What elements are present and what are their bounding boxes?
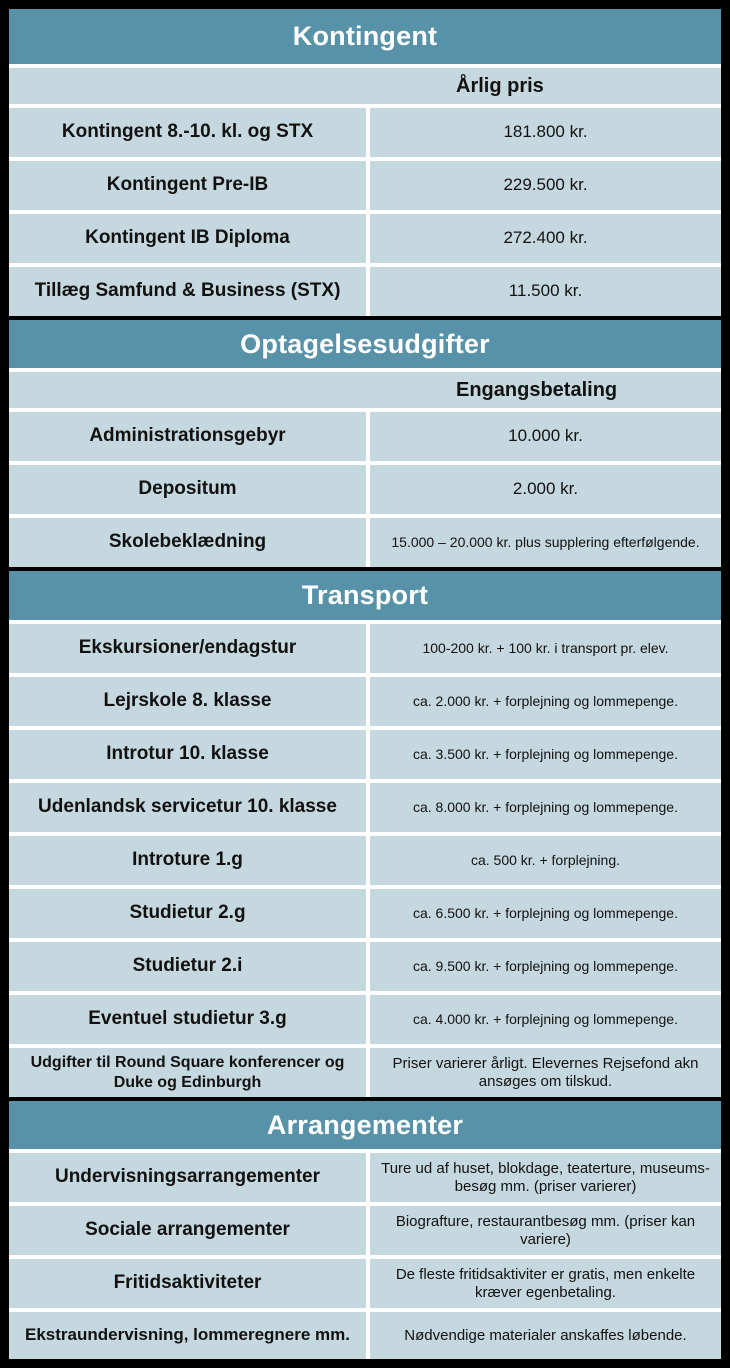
row-value: 100-200 kr. + 100 kr. i transport pr. elev. — [370, 624, 721, 673]
row-label: Fritidsaktiviteter — [9, 1259, 366, 1308]
row-label: Ekskursioner/endagstur — [9, 624, 366, 673]
section-header-kontingent: Kontingent — [9, 9, 721, 64]
row-value: Ture ud af huset, blokdage, teaterture, museums-besøg mm. (priser varierer) — [370, 1153, 721, 1202]
row-label: Depositum — [9, 465, 366, 514]
row-label: Udenlandsk servicetur 10. klasse — [9, 783, 366, 832]
row-label: Tillæg Samfund & Business (STX) — [9, 267, 366, 316]
row-value: ca. 500 kr. + forplejning. — [370, 836, 721, 885]
row-label: Undervisningsarrangementer — [9, 1153, 366, 1202]
row-value: ca. 2.000 kr. + forplejning og lommepenge. — [370, 677, 721, 726]
row-value: 272.400 kr. — [370, 214, 721, 263]
row-value: De fleste fritidsaktiviter er gratis, men enkelte kræver egenbetaling. — [370, 1259, 721, 1308]
column-header-annual-price: Årlig pris — [9, 68, 721, 104]
row-value: 10.000 kr. — [370, 412, 721, 461]
row-label: Kontingent IB Diploma — [9, 214, 366, 263]
row-label: Sociale arrangementer — [9, 1206, 366, 1255]
row-value: ca. 9.500 kr. + forplejning og lommepenge. — [370, 942, 721, 991]
row-value: 11.500 kr. — [370, 267, 721, 316]
row-label: Eventuel studietur 3.g — [9, 995, 366, 1044]
row-label: Studietur 2.i — [9, 942, 366, 991]
row-label: Kontingent 8.-10. kl. og STX — [9, 108, 366, 157]
row-label: Introture 1.g — [9, 836, 366, 885]
row-value: ca. 8.000 kr. + forplejning og lommepenge. — [370, 783, 721, 832]
row-value: 2.000 kr. — [370, 465, 721, 514]
row-label: Studietur 2.g — [9, 889, 366, 938]
section-header-arrangementer: Arrangementer — [9, 1101, 721, 1149]
section-header-transport: Transport — [9, 571, 721, 620]
row-value: Priser varierer årligt. Elevernes Rejsefond akn ansøges om tilskud. — [370, 1048, 721, 1097]
section-header-optagelse: Optagelsesudgifter — [9, 320, 721, 368]
row-value: ca. 3.500 kr. + forplejning og lommepenge. — [370, 730, 721, 779]
row-label: Administrationsgebyr — [9, 412, 366, 461]
row-value: 229.500 kr. — [370, 161, 721, 210]
row-value: Biografture, restaurantbesøg mm. (priser kan variere) — [370, 1206, 721, 1255]
row-label: Introtur 10. klasse — [9, 730, 366, 779]
column-header-one-time-payment: Engangsbetaling — [9, 372, 721, 408]
row-label: Skolebeklædning — [9, 518, 366, 567]
row-label: Kontingent Pre-IB — [9, 161, 366, 210]
row-value: 15.000 – 20.000 kr. plus supplering efterfølgende. — [370, 518, 721, 567]
row-label: Lejrskole 8. klasse — [9, 677, 366, 726]
row-label: Udgifter til Round Square konferencer og Duke og Edinburgh — [9, 1048, 366, 1097]
row-value: Nødvendige materialer anskaffes løbende. — [370, 1312, 721, 1359]
row-value: ca. 4.000 kr. + forplejning og lommepenge. — [370, 995, 721, 1044]
row-value: ca. 6.500 kr. + forplejning og lommepenge. — [370, 889, 721, 938]
row-value: 181.800 kr. — [370, 108, 721, 157]
row-label: Ekstraundervisning, lommeregnere mm. — [9, 1312, 366, 1359]
